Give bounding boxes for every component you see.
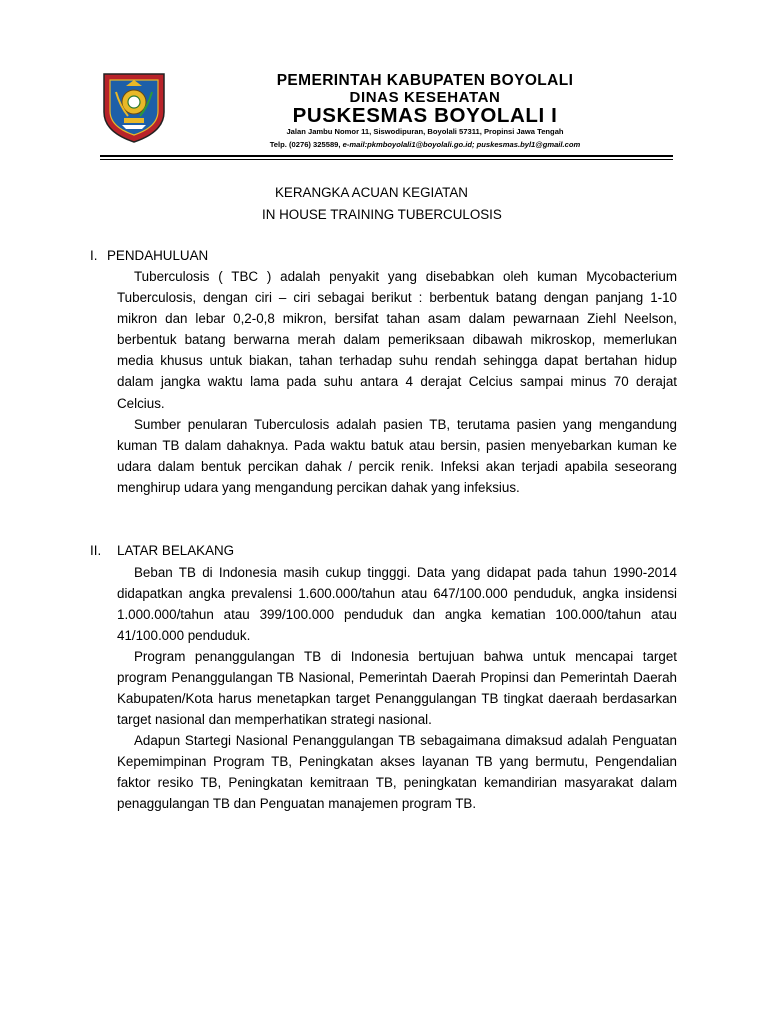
email-text: e-mail:pkmboyolali1@boyolali.go.id; puskesmas.byl1@gmail.com bbox=[342, 140, 581, 149]
paragraph: Tuberculosis ( TBC ) adalah penyakit yang disebabkan oleh kuman Mycobacterium Tuberculosis, dengan ciri – ciri sebagai berikut : berbentuk batang dengan panjang 1-10 mikron dan lebar 0,2-0,8 mikron, bersifat tahan asam dalam pewarnaan Ziehl Neelson, berbentuk batang berwarna merah dalam pemeriksaan dibawah mikroskop, memerlukan media khusus untuk biakan, tahan terhadap suhu rendah sehingga dapat bertahan hidup dalam jangka waktu lama pada suhu antara 4 derajat Celcius sampai minus 70 derajat Celcius. bbox=[117, 269, 677, 411]
institution-name: PUSKESMAS BOYOLALI I bbox=[292, 104, 558, 127]
document-subtitle: IN HOUSE TRAINING TUBERCULOSIS bbox=[262, 207, 502, 222]
document-title: KERANGKA ACUAN KEGIATAN bbox=[275, 185, 468, 200]
department-name: DINAS KESEHATAN bbox=[349, 89, 501, 106]
section-title: LATAR BELAKANG bbox=[117, 543, 235, 558]
section-number: II. bbox=[90, 543, 102, 558]
section-heading-pendahuluan bbox=[90, 248, 208, 263]
letterhead-rule-thin bbox=[100, 159, 673, 160]
letterhead-rule-thick bbox=[100, 155, 673, 157]
paragraph: Beban TB di Indonesia masih cukup tingggi. Data yang didapat pada tahun 1990-2014 didapatkan angka prevalensi 1.600.000/tahun atau 647/100.000 penduduk, angka insidensi 1.000.000/tahun atau 399/100.000 penduduk dan angka kematian 100.000/tahun atau 41/100.000 penduduk. bbox=[117, 565, 677, 644]
paragraph: Sumber penularan Tuberculosis adalah pasien TB, terutama pasien yang mengandung kuman TB dalam dahaknya. Pada waktu batuk atau bersin, pasien menyebarkan kuman ke udara dalam bentuk percikan dahak / percik renik. Infeksi akan terjadi apabila seseorang menghirup udara yang mengandung percikan dahak yang infeksius. bbox=[117, 417, 677, 496]
section-heading-latar-belakang bbox=[90, 543, 234, 558]
contact-line bbox=[205, 140, 645, 149]
paragraph: Program penanggulangan TB di Indonesia bertujuan bahwa untuk mencapai target program Penanggulangan TB Nasional, Pemerintah Daerah Propinsi dan Pemerintah Daerah Kabupaten/Kota harus menetapkan target Penanggulangan TB tingkat daeraah berdasarkan target nasional dan memperhatikan strategi nasional. bbox=[117, 649, 677, 728]
section-number: I. bbox=[90, 248, 98, 263]
paragraph: Adapun Startegi Nasional Penanggulangan TB sebagaimana dimaksud adalah Penguatan Kepemimpinan Program TB, Peningkatan akses layanan TB yang bermutu, Pengendalian faktor resiko TB, Peningkatan kemitraan TB, peningkatan kemandirian masyarakat dalam penaggulangan TB dan Penguatan manajemen program TB. bbox=[117, 733, 677, 812]
letterhead bbox=[0, 0, 768, 160]
section-title: PENDAHULUAN bbox=[107, 248, 209, 263]
government-name: PEMERINTAH KABUPATEN BOYOLALI bbox=[276, 72, 574, 89]
boyolali-regency-emblem-icon bbox=[102, 72, 166, 144]
address-line: Jalan Jambu Nomor 11, Siswodipuran, Boyolali 57311, Propinsi Jawa Tengah bbox=[286, 127, 564, 136]
phone-text: Telp. (0276) 325589, bbox=[269, 140, 343, 149]
